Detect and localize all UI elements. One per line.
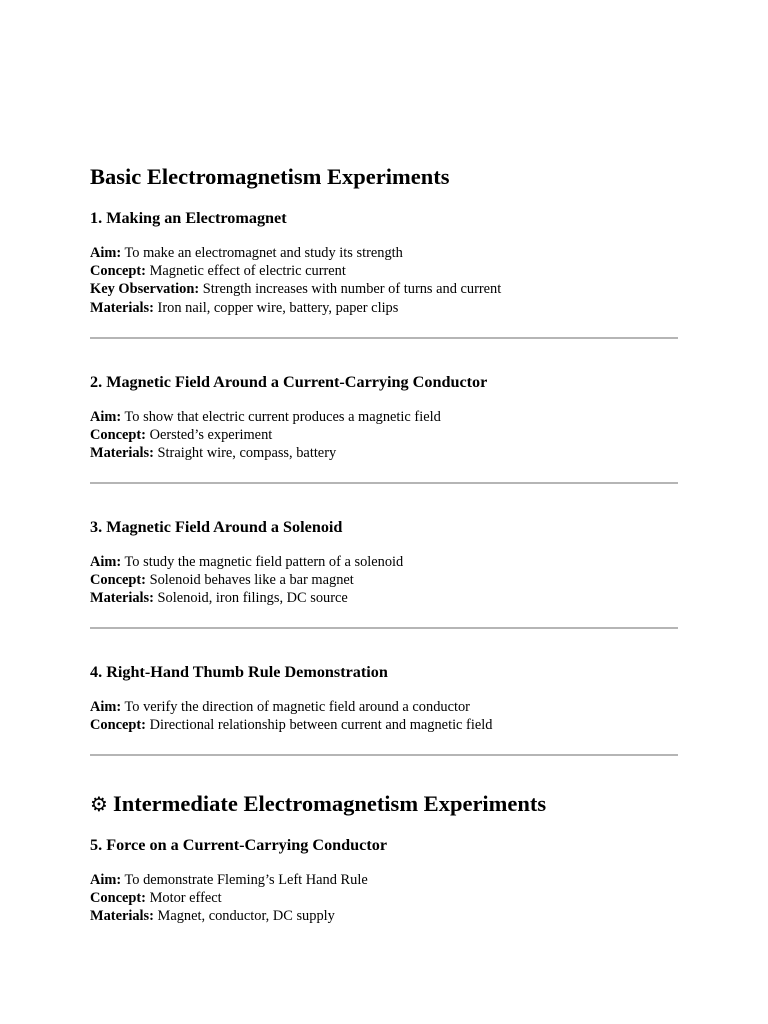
field-label: Concept: <box>90 572 146 589</box>
divider <box>90 754 678 756</box>
field-materials <box>90 299 678 317</box>
section-title-text: Basic Electromagnetism Experiments <box>90 164 450 189</box>
field-value: Directional relationship between current and magnetic field <box>149 717 493 734</box>
field-value: Strength increases with number of turns and current <box>202 281 502 298</box>
experiment-title: 5. Force on a Current-Carrying Conductor <box>90 836 388 854</box>
field-label: Materials: <box>90 908 154 925</box>
field-aim <box>90 408 678 426</box>
divider <box>90 337 678 339</box>
field-concept <box>90 716 678 734</box>
field-value: Straight wire, compass, battery <box>157 445 337 462</box>
experiment-2 <box>90 372 678 463</box>
experiment-1 <box>90 208 678 317</box>
experiment-fields <box>90 244 678 317</box>
experiment-fields <box>90 408 678 463</box>
divider <box>90 627 678 629</box>
field-label: Materials: <box>90 590 154 607</box>
field-value: Solenoid, iron filings, DC source <box>157 590 348 607</box>
field-concept <box>90 889 678 907</box>
field-materials <box>90 589 678 607</box>
field-concept <box>90 262 678 280</box>
experiment-title: 4. Right-Hand Thumb Rule Demonstration <box>90 663 388 681</box>
experiment-title: 1. Making an Electromagnet <box>90 209 287 227</box>
field-value: To show that electric current produces a magnetic field <box>124 409 441 425</box>
field-key-observation <box>90 280 678 298</box>
field-concept <box>90 426 678 444</box>
field-value: To demonstrate Fleming’s Left Hand Rule <box>124 872 368 888</box>
experiment-fields <box>90 871 678 926</box>
field-concept <box>90 571 678 589</box>
field-label: Concept: <box>90 427 146 444</box>
field-value: Iron nail, copper wire, battery, paper clips <box>157 299 399 316</box>
experiment-title: 2. Magnetic Field Around a Current-Carrying Conductor <box>90 373 488 391</box>
field-value: Solenoid behaves like a bar magnet <box>149 572 354 589</box>
experiment-3 <box>90 517 678 608</box>
field-label: Materials: <box>90 445 154 462</box>
field-aim <box>90 244 678 262</box>
field-value: To study the magnetic field pattern of a solenoid <box>124 554 404 570</box>
experiment-fields <box>90 698 678 734</box>
divider <box>90 482 678 484</box>
section-title-text: Intermediate Electromagnetism Experiments <box>112 791 547 816</box>
gear-icon: ⚙ <box>90 792 108 816</box>
field-aim <box>90 871 678 889</box>
field-value: Oersted’s experiment <box>149 427 273 444</box>
field-aim <box>90 553 678 571</box>
field-value: Magnetic effect of electric current <box>149 263 346 280</box>
experiment-5 <box>90 835 678 926</box>
field-label: Materials: <box>90 299 154 316</box>
field-aim <box>90 698 678 716</box>
experiment-fields <box>90 553 678 608</box>
field-label: Key Observation: <box>90 281 200 298</box>
section-title-basic <box>90 163 450 191</box>
field-label: Concept: <box>90 717 146 734</box>
field-value: Motor effect <box>149 890 222 907</box>
section-title-intermediate <box>90 790 546 818</box>
field-label: Aim: <box>90 554 122 570</box>
field-materials <box>90 907 678 925</box>
field-label: Aim: <box>90 699 122 715</box>
field-label: Aim: <box>90 409 122 425</box>
field-value: To verify the direction of magnetic field around a conductor <box>124 699 470 715</box>
experiment-title: 3. Magnetic Field Around a Solenoid <box>90 518 343 536</box>
field-label: Concept: <box>90 890 146 907</box>
field-label: Aim: <box>90 245 122 261</box>
field-label: Concept: <box>90 263 146 280</box>
field-value: Magnet, conductor, DC supply <box>157 908 335 925</box>
field-label: Aim: <box>90 872 122 888</box>
field-value: To make an electromagnet and study its strength <box>124 245 403 261</box>
field-materials <box>90 444 678 462</box>
experiment-4 <box>90 662 678 734</box>
